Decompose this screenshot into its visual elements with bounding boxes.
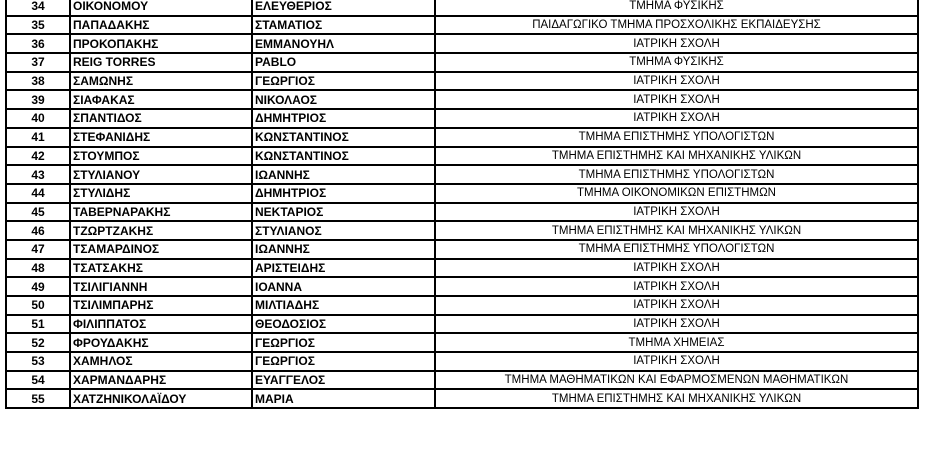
first-name-cell: ΣΤΑΜΑΤΙΟΣ: [252, 16, 435, 35]
first-name-cell: ΝΙΚΟΛΑΟΣ: [252, 90, 435, 109]
table-row: [6, 277, 918, 296]
table-row: [6, 90, 918, 109]
participants-table: [5, 0, 919, 409]
row-number-cell: 40: [6, 109, 70, 128]
row-number-cell: 49: [6, 277, 70, 296]
first-name-cell: PABLO: [252, 53, 435, 72]
surname-cell: ΤΣΙΛΙΜΠΑΡΗΣ: [70, 296, 252, 315]
department-cell: ΤΜΗΜΑ ΕΠΙΣΤΗΜΗΣ ΥΠΟΛΟΓΙΣΤΩΝ: [435, 128, 918, 147]
department-cell: ΙΑΤΡΙΚΗ ΣΧΟΛΗ: [435, 72, 918, 91]
first-name-cell: ΚΩΝΣΤΑΝΤΙΝΟΣ: [252, 147, 435, 166]
row-number-cell: 54: [6, 371, 70, 390]
surname-cell: ΠΡΟΚΟΠΑΚΗΣ: [70, 34, 252, 53]
department-cell: ΙΑΤΡΙΚΗ ΣΧΟΛΗ: [435, 34, 918, 53]
first-name-cell: ΝΕΚΤΑΡΙΟΣ: [252, 203, 435, 222]
row-number-cell: 36: [6, 34, 70, 53]
row-number-cell: 53: [6, 352, 70, 371]
row-number-cell: 46: [6, 221, 70, 240]
row-number-cell: 42: [6, 147, 70, 166]
department-cell: ΤΜΗΜΑ ΕΠΙΣΤΗΜΗΣ ΥΠΟΛΟΓΙΣΤΩΝ: [435, 165, 918, 184]
department-cell: ΙΑΤΡΙΚΗ ΣΧΟΛΗ: [435, 203, 918, 222]
table-row: [6, 315, 918, 334]
table-row: [6, 296, 918, 315]
department-cell: ΤΜΗΜΑ ΕΠΙΣΤΗΜΗΣ ΚΑΙ ΜΗΧΑΝΙΚΗΣ ΥΛΙΚΩΝ: [435, 147, 918, 166]
row-number-cell: 38: [6, 72, 70, 91]
department-cell: ΙΑΤΡΙΚΗ ΣΧΟΛΗ: [435, 259, 918, 278]
department-cell: ΤΜΗΜΑ ΟΙΚΟΝΟΜΙΚΩΝ ΕΠΙΣΤΗΜΩΝ: [435, 184, 918, 203]
surname-cell: ΤΣΑΜΑΡΔΙΝΟΣ: [70, 240, 252, 259]
surname-cell: ΣΠΑΝΤΙΔΟΣ: [70, 109, 252, 128]
first-name-cell: ΑΡΙΣΤΕΙΔΗΣ: [252, 259, 435, 278]
surname-cell: ΣΤΥΛΙΔΗΣ: [70, 184, 252, 203]
table-row: [6, 389, 918, 408]
row-number-cell: 52: [6, 333, 70, 352]
department-cell: ΤΜΗΜΑ ΕΠΙΣΤΗΜΗΣ ΥΠΟΛΟΓΙΣΤΩΝ: [435, 240, 918, 259]
first-name-cell: ΘΕΟΔΟΣΙΟΣ: [252, 315, 435, 334]
surname-cell: ΣΙΑΦΑΚΑΣ: [70, 90, 252, 109]
department-cell: ΙΑΤΡΙΚΗ ΣΧΟΛΗ: [435, 296, 918, 315]
table-row: [6, 34, 918, 53]
row-number-cell: 45: [6, 203, 70, 222]
table-row: [6, 184, 918, 203]
table-row: [6, 16, 918, 35]
first-name-cell: ΙΟΑΝΝΑ: [252, 277, 435, 296]
department-cell: ΙΑΤΡΙΚΗ ΣΧΟΛΗ: [435, 109, 918, 128]
first-name-cell: ΣΤΥΛΙΑΝΟΣ: [252, 221, 435, 240]
row-number-cell: 55: [6, 389, 70, 408]
row-number-cell: 34: [6, 0, 70, 16]
row-number-cell: 37: [6, 53, 70, 72]
surname-cell: ΧΑΤΖΗΝΙΚΟΛΑΪΔΟΥ: [70, 389, 252, 408]
first-name-cell: ΔΗΜΗΤΡΙΟΣ: [252, 184, 435, 203]
department-cell: ΠΑΙΔΑΓΩΓΙΚΟ ΤΜΗΜΑ ΠΡΟΣΧΟΛΙΚΗΣ ΕΚΠΑΙΔΕΥΣΗΣ: [435, 16, 918, 35]
department-cell: ΙΑΤΡΙΚΗ ΣΧΟΛΗ: [435, 277, 918, 296]
department-cell: ΤΜΗΜΑ ΕΠΙΣΤΗΜΗΣ ΚΑΙ ΜΗΧΑΝΙΚΗΣ ΥΛΙΚΩΝ: [435, 389, 918, 408]
surname-cell: ΣΤΟΥΜΠΟΣ: [70, 147, 252, 166]
department-cell: ΤΜΗΜΑ ΧΗΜΕΙΑΣ: [435, 333, 918, 352]
first-name-cell: ΕΛΕΥΘΕΡΙΟΣ: [252, 0, 435, 16]
first-name-cell: ΜΙΛΤΙΑΔΗΣ: [252, 296, 435, 315]
row-number-cell: 50: [6, 296, 70, 315]
surname-cell: ΠΑΠΑΔΑΚΗΣ: [70, 16, 252, 35]
first-name-cell: ΓΕΩΡΓΙΟΣ: [252, 352, 435, 371]
first-name-cell: ΜΑΡΙΑ: [252, 389, 435, 408]
row-number-cell: 48: [6, 259, 70, 278]
table-row: [6, 333, 918, 352]
table-row: [6, 221, 918, 240]
department-cell: ΤΜΗΜΑ ΦΥΣΙΚΗΣ: [435, 53, 918, 72]
department-cell: ΙΑΤΡΙΚΗ ΣΧΟΛΗ: [435, 315, 918, 334]
first-name-cell: ΙΩΑΝΝΗΣ: [252, 240, 435, 259]
department-cell: ΙΑΤΡΙΚΗ ΣΧΟΛΗ: [435, 90, 918, 109]
first-name-cell: ΓΕΩΡΓΙΟΣ: [252, 333, 435, 352]
surname-cell: ΣΑΜΩΝΗΣ: [70, 72, 252, 91]
first-name-cell: ΙΩΑΝΝΗΣ: [252, 165, 435, 184]
first-name-cell: ΚΩΝΣΤΑΝΤΙΝΟΣ: [252, 128, 435, 147]
surname-cell: ΣΤΕΦΑΝΙΔΗΣ: [70, 128, 252, 147]
table-row: [6, 109, 918, 128]
first-name-cell: ΕΜΜΑΝΟΥΗΛ: [252, 34, 435, 53]
surname-cell: ΟΙΚΟΝΟΜΟΥ: [70, 0, 252, 16]
surname-cell: REIG TORRES: [70, 53, 252, 72]
surname-cell: ΤΑΒΕΡΝΑΡΑΚΗΣ: [70, 203, 252, 222]
row-number-cell: 44: [6, 184, 70, 203]
table-row: [6, 203, 918, 222]
table-row: [6, 128, 918, 147]
department-cell: ΤΜΗΜΑ ΕΠΙΣΤΗΜΗΣ ΚΑΙ ΜΗΧΑΝΙΚΗΣ ΥΛΙΚΩΝ: [435, 221, 918, 240]
department-cell: ΤΜΗΜΑ ΦΥΣΙΚΗΣ: [435, 0, 918, 16]
surname-cell: ΣΤΥΛΙΑΝΟΥ: [70, 165, 252, 184]
first-name-cell: ΓΕΩΡΓΙΟΣ: [252, 72, 435, 91]
table-row: [6, 147, 918, 166]
table-body: [6, 0, 918, 408]
department-cell: ΙΑΤΡΙΚΗ ΣΧΟΛΗ: [435, 352, 918, 371]
row-number-cell: 51: [6, 315, 70, 334]
first-name-cell: ΔΗΜΗΤΡΙΟΣ: [252, 109, 435, 128]
row-number-cell: 39: [6, 90, 70, 109]
surname-cell: ΤΖΩΡΤΖΑΚΗΣ: [70, 221, 252, 240]
table-row: [6, 371, 918, 390]
surname-cell: ΧΑΜΗΛΟΣ: [70, 352, 252, 371]
table-row: [6, 53, 918, 72]
row-number-cell: 43: [6, 165, 70, 184]
table-row: [6, 259, 918, 278]
table-row: [6, 352, 918, 371]
surname-cell: ΤΣΑΤΣΑΚΗΣ: [70, 259, 252, 278]
surname-cell: ΦΙΛΙΠΠΑΤΟΣ: [70, 315, 252, 334]
table-row: [6, 72, 918, 91]
table-row: [6, 165, 918, 184]
row-number-cell: 47: [6, 240, 70, 259]
surname-cell: ΤΣΙΛΙΓΙΑΝΝΗ: [70, 277, 252, 296]
row-number-cell: 35: [6, 16, 70, 35]
surname-cell: ΧΑΡΜΑΝΔΑΡΗΣ: [70, 371, 252, 390]
first-name-cell: ΕΥΑΓΓΕΛΟΣ: [252, 371, 435, 390]
department-cell: ΤΜΗΜΑ ΜΑΘΗΜΑΤΙΚΩΝ ΚΑΙ ΕΦΑΡΜΟΣΜΕΝΩΝ ΜΑΘΗΜΑΤΙΚΩΝ: [435, 371, 918, 390]
table-row: [6, 240, 918, 259]
table-row: [6, 0, 918, 16]
row-number-cell: 41: [6, 128, 70, 147]
surname-cell: ΦΡΟΥΔΑΚΗΣ: [70, 333, 252, 352]
